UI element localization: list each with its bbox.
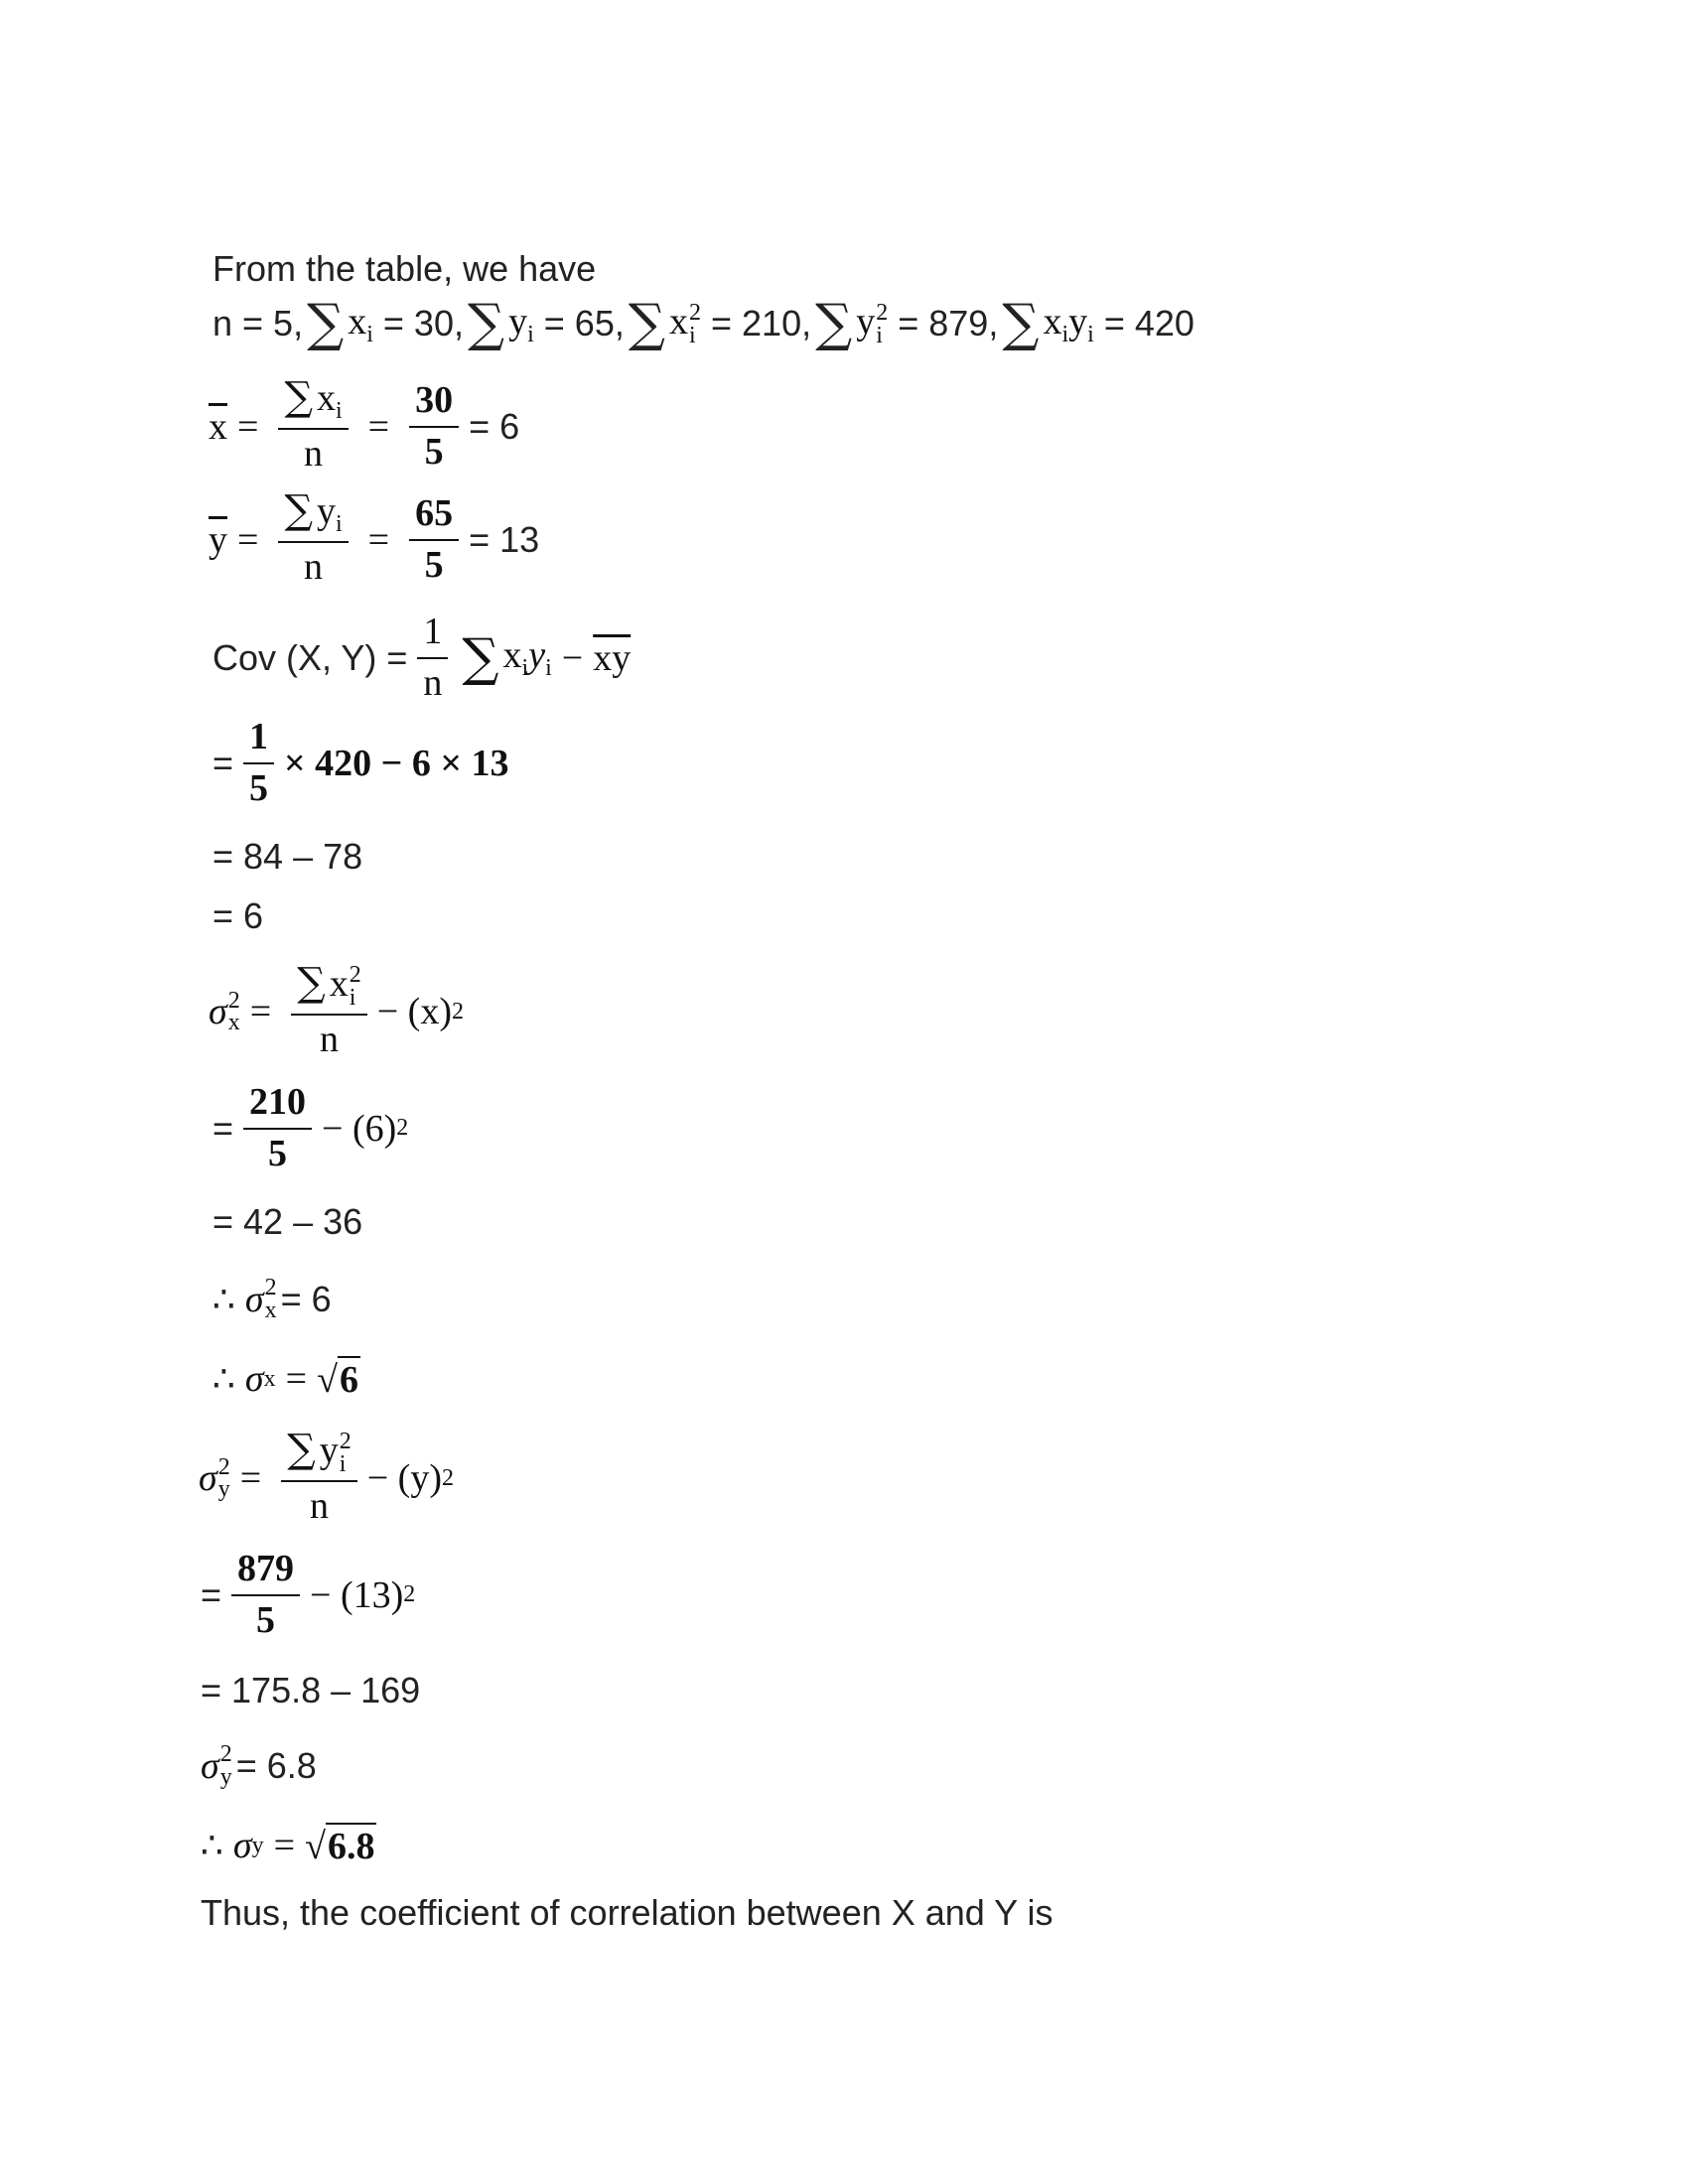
sigma-icon: ∑: [815, 294, 853, 353]
variance-x-result: ∴ σ 2 x = 6: [212, 1275, 332, 1323]
covariance-step-1: = $\frac{1}{5}$ × 420 − 6 × 13: [212, 716, 509, 809]
sigma-icon: ∑: [462, 627, 499, 688]
covariance-step-2: = 84 – 78: [212, 836, 363, 877]
mean-y-equation: $\overline{y}$ = $\frac{\sum y_i}{n}$ = $\frac{65}{5}$ = 13: [209, 487, 540, 589]
sigma-icon: ∑: [1002, 294, 1040, 353]
sum-y2-value: = 879,: [898, 303, 999, 343]
mean-x-equation: $\overline{x}$ = $\frac{\sum x_i}{n}$ = $\frac{30}{5}$ = 6: [209, 374, 520, 476]
intro-text: From the table, we have: [212, 248, 597, 289]
sd-y-result: ∴ σ y = √ 6.8: [201, 1825, 375, 1867]
n-value: n = 5,: [212, 303, 304, 343]
sigma-icon: ∑: [628, 294, 665, 353]
variance-x-step-2: = 42 – 36: [212, 1201, 363, 1242]
sigma-icon: ∑: [307, 294, 345, 353]
mean-y-result: = 13: [469, 518, 540, 560]
sum-x2-value: = 210,: [711, 303, 812, 343]
sum-x-value: = 30,: [382, 303, 464, 343]
mean-x-result: = 6: [469, 405, 520, 447]
given-sums: n = 5, ∑ $x_i$ = 30, ∑ $y_i$ = 65, ∑ x 2 i = 210, ∑ y 2 i = 879, ∑ $x_iy_i$ = 420: [212, 294, 1195, 353]
covariance-result: = 6: [212, 895, 264, 936]
sqrt-icon: √ 6.8: [305, 1823, 376, 1868]
variance-x-step-1: = $\frac{210}{5}$ − (6) 2: [212, 1081, 409, 1174]
sigma-icon: ∑: [467, 294, 505, 353]
sqrt-icon: √ 6: [317, 1356, 360, 1402]
variance-y-formula: σ 2 y = ∑ y 2 i n − (y) 2: [199, 1427, 454, 1528]
variance-y-step-2: = 175.8 – 169: [201, 1670, 421, 1710]
sum-xy-value: = 420: [1103, 303, 1195, 343]
sum-y-value: = 65,: [543, 303, 625, 343]
variance-y-step-1: = $\frac{879}{5}$ − (13) 2: [201, 1548, 416, 1641]
covariance-formula: Cov (X, Y) = $\frac{1}{n}$ ∑ $x_iy_i$ − $\overline{xy}$: [212, 611, 632, 704]
sd-x-result: ∴ σ x = √ 6: [212, 1358, 358, 1401]
conclusion-text: Thus, the coefficient of correlation between X and Y is: [201, 1892, 1054, 1933]
variance-y-result: σ 2 y = 6.8: [201, 1741, 317, 1790]
variance-x-formula: σ 2 x = ∑ x 2 i n − (x) 2: [209, 960, 464, 1061]
